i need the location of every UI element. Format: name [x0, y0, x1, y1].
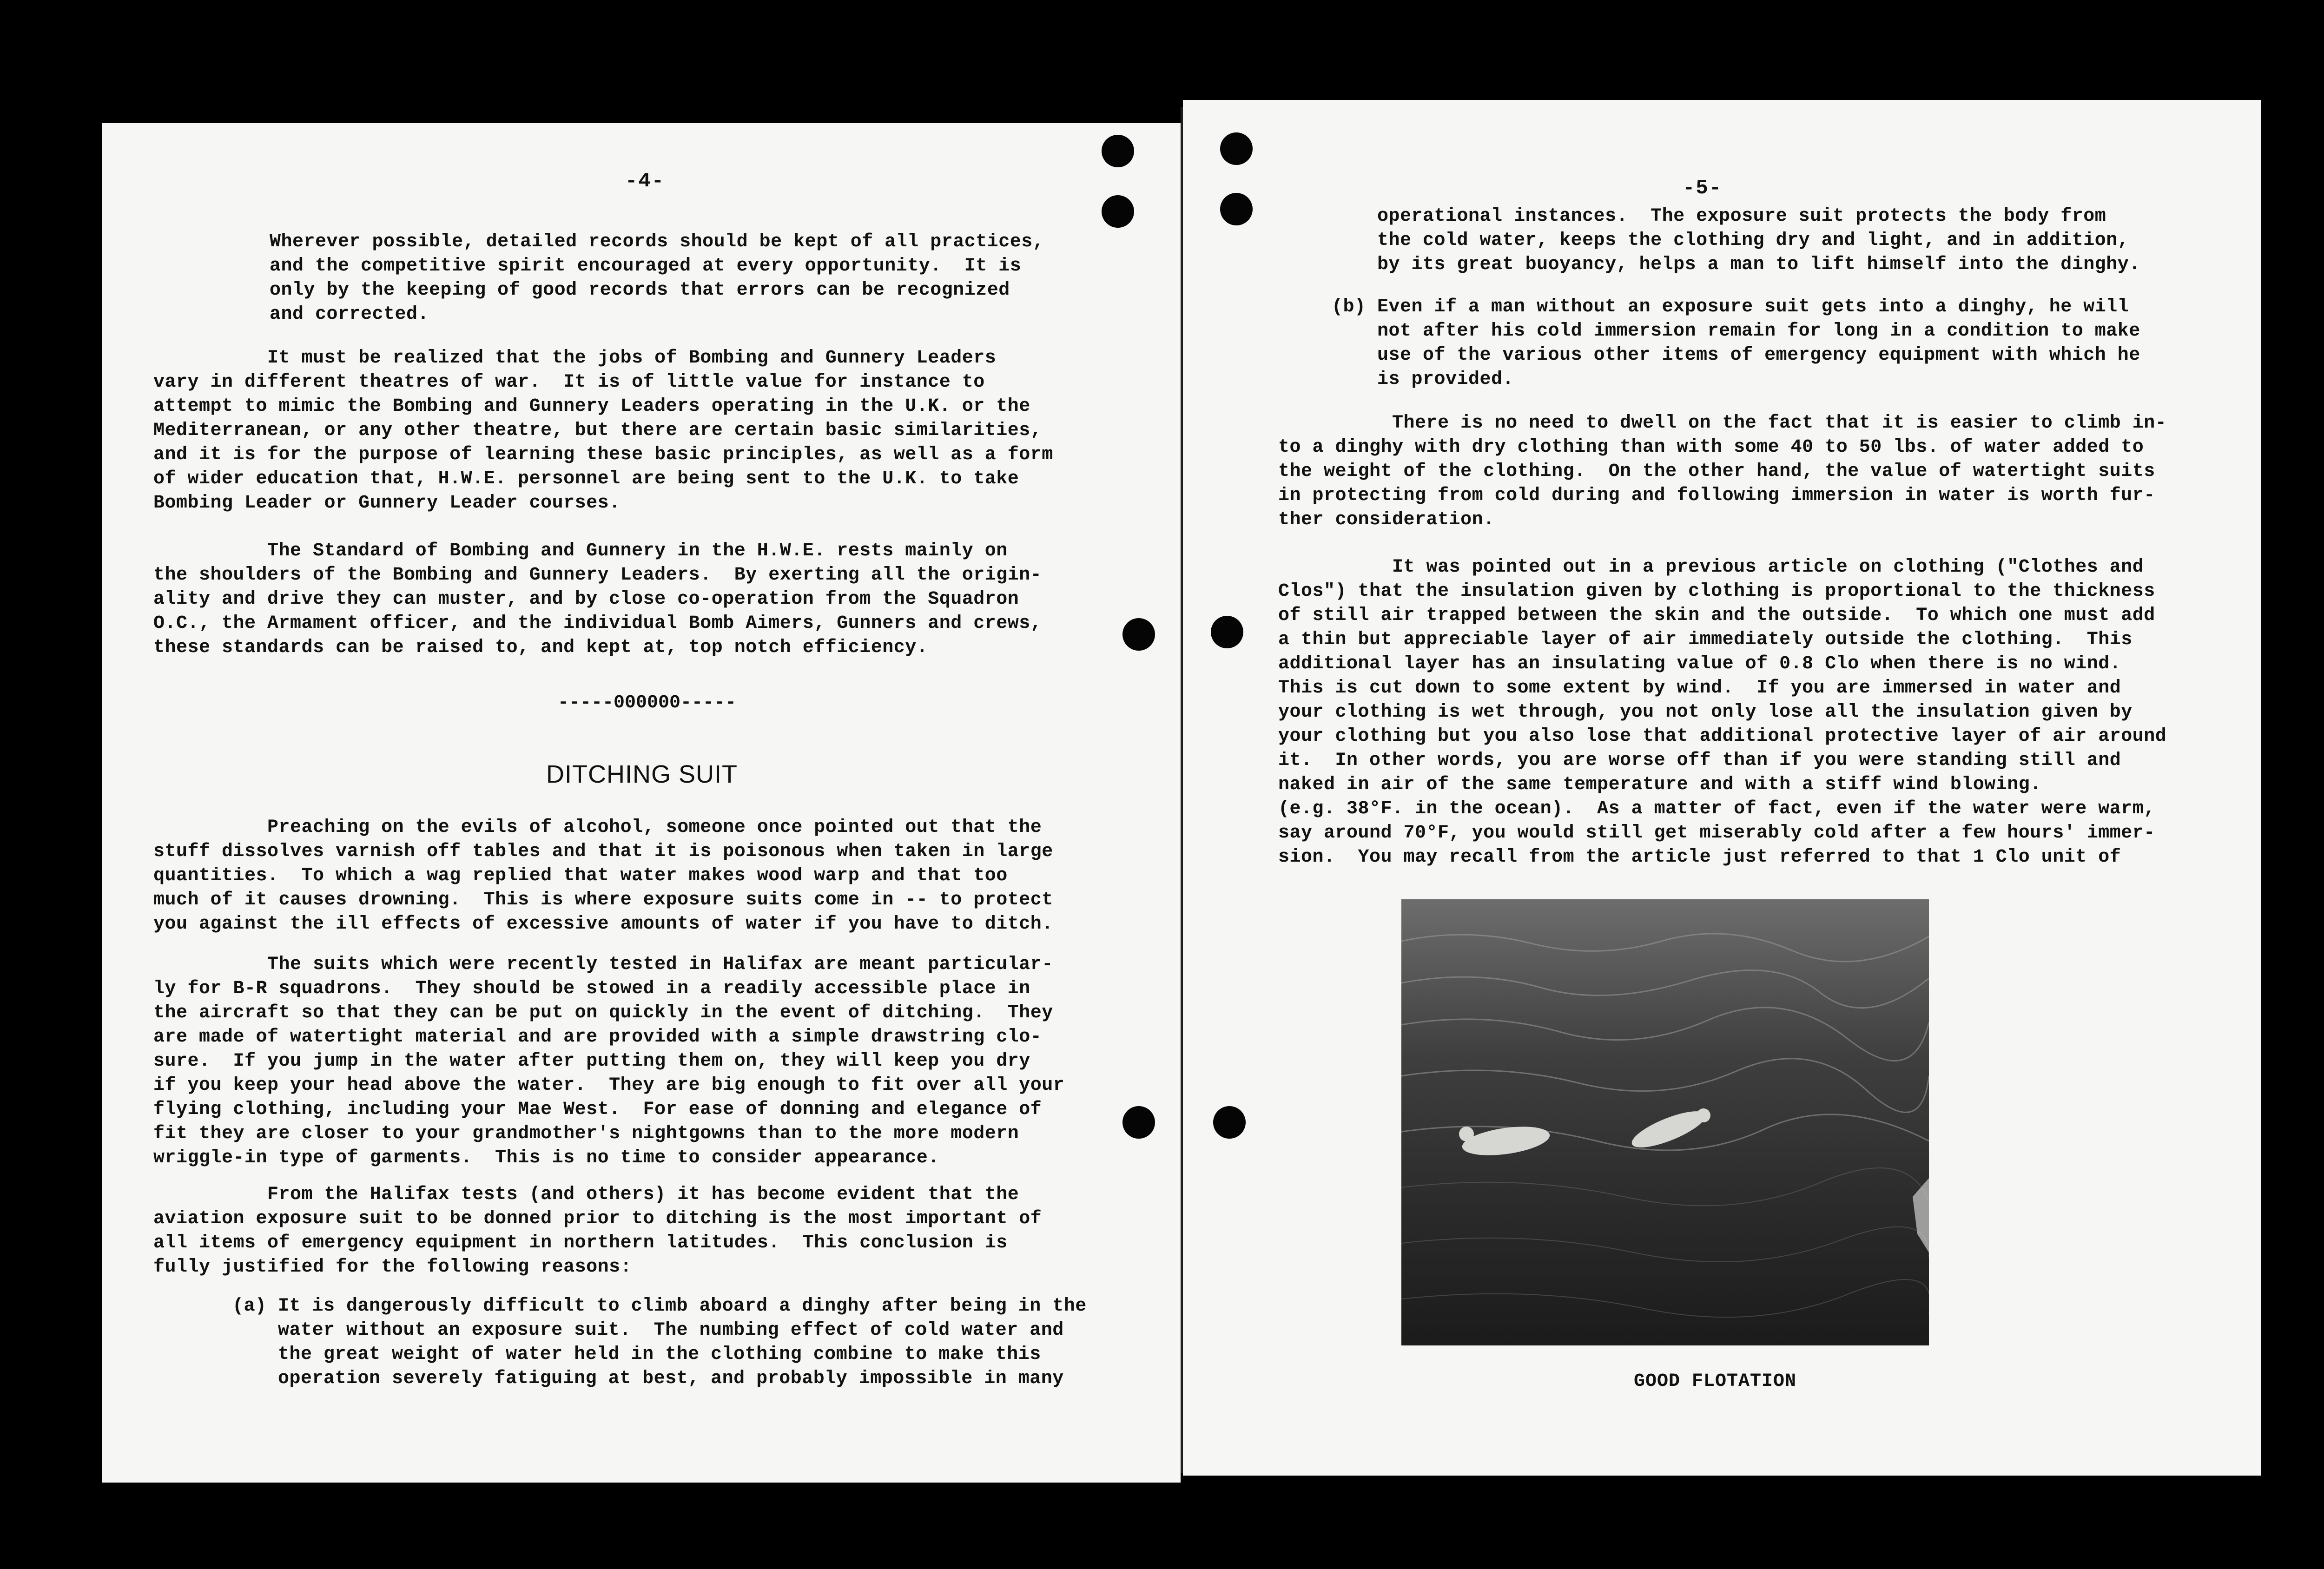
- binder-hole: [1213, 1106, 1246, 1139]
- ocean-photo: [1401, 899, 1929, 1345]
- paragraph: There is no need to dwell on the fact that it is easier to climb in- to a dinghy with dry clothing than with some 40 to 50 lbs. of water added to the weight of the clothing. On the other hand, the value of watertight suits in protecting from cold during and following immersion in water is worth fur- ther consideration.: [1278, 413, 2167, 530]
- binder-hole: [1102, 135, 1134, 167]
- paragraph: From the Halifax tests (and others) it has become evident that the aviation exposure suit to be donned prior to ditching is the most important of all items of emergency equipment in northern latitudes. This conclusion is fully justified for the following reasons:: [153, 1184, 1042, 1278]
- paragraph: Wherever possible, detailed records should be kept of all practices, and the competitive spirit encouraged at every opportunity. It is only by the keeping of good records that errors can be recognized and corrected.: [270, 231, 1044, 325]
- article-title: DITCHING SUIT: [546, 760, 738, 788]
- paragraph: It was pointed out in a previous article on clothing ("Clothes and Clos") that the insulation given by clothing is proportional to the thickness of still air trapped between the skin and the outside. To which one must add a thin but appreciable layer of air immediately outside the clothing. This additional layer has an insulating value of 0.8 Clo when there is no wind. This is cut down to some extent by wind. If you are immersed in water and your clothing is wet through, you not only lose all the insulation given by your clothing but you also lose that additional protective layer of air around it. In other words, you are worse off than if you were standing still and naked in air of the same temperature and with a stiff wind blowing. (e.g. 38°F. in the ocean). As a matter of fact, even if the water were warm, say around 70°F, you would still get miserably cold after a few hours' immer- sion. You may recall from the article just referred to that 1 Clo unit of: [1278, 557, 2167, 868]
- binder-hole: [1220, 132, 1253, 165]
- photo-caption: GOOD FLOTATION: [1634, 1371, 1797, 1392]
- paragraph: Preaching on the evils of alcohol, someone once pointed out that the stuff dissolves varnish off tables and that it is poisonous when taken in large quantities. To which a wag replied that water makes wood warp and that too much of it causes drowning. This is where exposure suits come in -- to protect you against the ill effects of excessive amounts of water if you have to ditch.: [153, 817, 1053, 935]
- paragraph: operational instances. The exposure suit protects the body from the cold water, keeps the clothing dry and light, and in addition, by its great buoyancy, helps a man to lift himself into the dinghy.: [1377, 206, 2140, 275]
- section-separator: -----000000-----: [558, 692, 737, 713]
- page-number: -5-: [1683, 177, 1723, 200]
- paragraph: The Standard of Bombing and Gunnery in the H.W.E. rests mainly on the shoulders of the Bombing and Gunnery Leaders. By exerting all the origin- ality and drive they can muster, and by close co-operation from the Squadron O.C., the Armament officer, and the individual Bomb Aimers, Gunners and crews, these standards can be raised to, and kept at, top notch efficiency.: [153, 541, 1042, 658]
- list-item-a: (a) It is dangerously difficult to climb aboard a dinghy after being in the water without an exposure suit. The numbing effect of cold water and the great weight of water held in the clothing combine to make this operation severely fatiguing at best, and probably impossible in many: [232, 1296, 1087, 1389]
- list-item-b: (b) Even if a man without an exposure suit gets into a dinghy, he will not after his cold immersion remain for long in a condition to make use of the various other items of emergency equipment with which he is provided.: [1332, 297, 2140, 390]
- right-page: [1183, 100, 2261, 1476]
- page-number: -4-: [625, 170, 665, 193]
- paragraph: It must be realized that the jobs of Bombing and Gunnery Leaders vary in different theatres of war. It is of little value for instance to attempt to mimic the Bombing and Gunnery Leaders operating in the U.K. or the Mediterranean, or any other theatre, but there are certain basic similarities, and it is for the purpose of learning these basic principles, as well as a form of wider education that, H.W.E. personnel are being sent to the U.K. to take Bombing Leader or Gunnery Leader courses.: [153, 348, 1053, 514]
- binder-hole: [1102, 195, 1134, 228]
- binder-hole: [1122, 618, 1155, 651]
- binder-hole: [1211, 616, 1243, 648]
- left-page: [102, 123, 1181, 1483]
- binder-hole: [1220, 193, 1253, 225]
- paragraph: The suits which were recently tested in Halifax are meant particular- ly for B-R squadrons. They should be stowed in a readily accessible place in the aircraft so that they can be put on quickly in the event of ditching. They are made of watertight material and are provided with a simple drawstring clo- sure. If you jump in the water after putting them on, they will keep you dry if you keep your head above the water. They are big enough to fit over all your flying clothing, including your Mae West. For ease of donning and elegance of fit they are closer to your grandmother's nightgowns than to the more modern wriggle-in type of garments. This is no time to consider appearance.: [153, 954, 1065, 1168]
- binder-hole: [1122, 1106, 1155, 1139]
